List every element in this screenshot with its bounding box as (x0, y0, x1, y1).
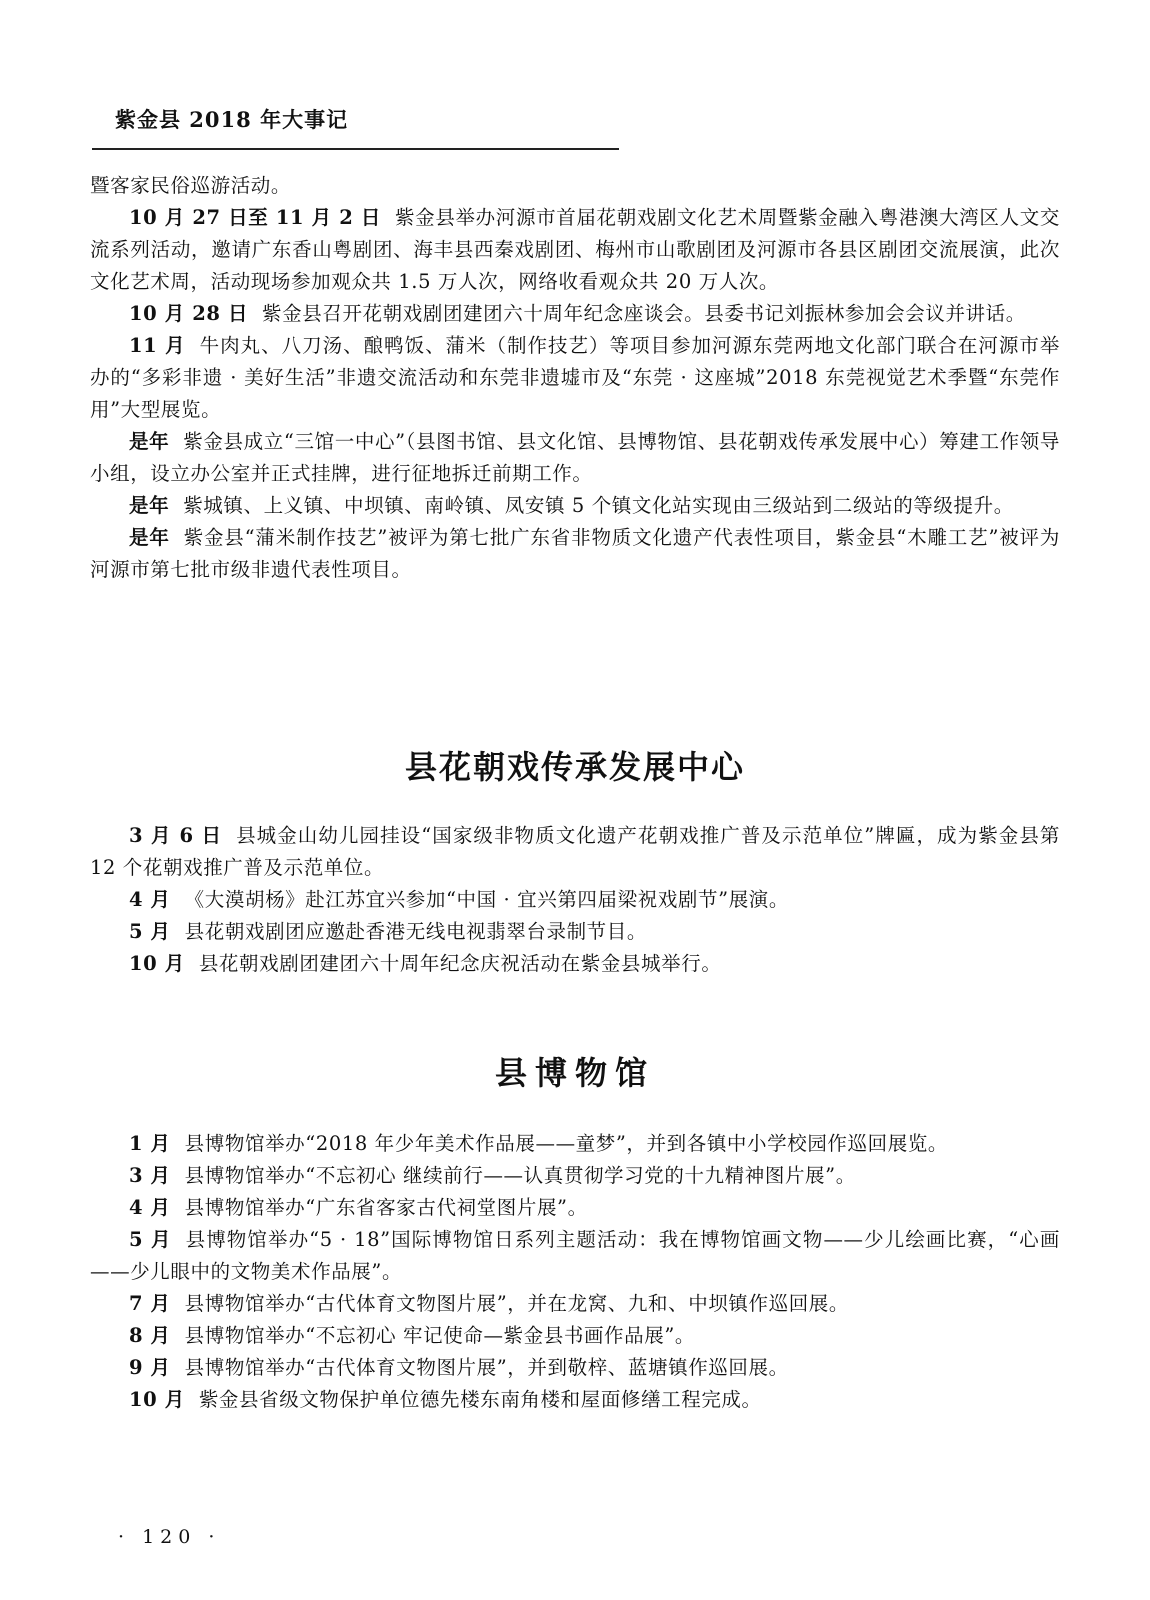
entry (90, 916, 1060, 948)
entry-date: 4 月 (129, 888, 171, 911)
entry-text: 县博物馆举办“不忘初心 牢记使命—紫金县书画作品展”。 (184, 1324, 696, 1347)
entry-date: 是年 (129, 430, 170, 453)
entry-date: 5 月 (129, 1228, 172, 1251)
entry (90, 202, 1060, 298)
entry (90, 1192, 1060, 1224)
entry-date: 10 月 (129, 1388, 185, 1411)
entry-date: 11 月 (129, 334, 186, 357)
entry-text: 县城金山幼儿园挂设“国家级非物质文化遗产花朝戏推广普及示范单位”牌匾，成为紫金县第 12 个花朝戏推广普及示范单位。 (90, 824, 1061, 879)
entry-text: 县博物馆举办“古代体育文物图片展”，并到敬梓、蓝塘镇作巡回展。 (184, 1356, 789, 1379)
entry-date: 3 月 (129, 1164, 171, 1187)
entry (90, 884, 1060, 916)
entry-text: 紫金县“蒲米制作技艺”被评为第七批广东省非物质文化遗产代表性项目，紫金县“木雕工艺”被评为河源市第七批市级非遗代表性项目。 (90, 526, 1060, 581)
entry-text: 紫金县举办河源市首届花朝戏剧文化艺术周暨紫金融入粤港澳大湾区人文交流系列活动，邀请广东香山粤剧团、海丰县西秦戏剧团、梅州市山歌剧团及河源市各县区剧团交流展演，此次文化艺术周，活动现场参加观众共 1.5 万人次，网络收看观众共 20 万人次。 (90, 206, 1060, 293)
section-title-opera-center: 县花朝戏传承发展中心 (404, 748, 745, 786)
entry (90, 1160, 1060, 1192)
entry-date: 5 月 (129, 920, 171, 943)
entry-text: 牛肉丸、八刀汤、酿鸭饭、蒲米（制作技艺）等项目参加河源东莞两地文化部门联合在河源市举办的“多彩非遗 · 美好生活”非遗交流活动和东莞非遗墟市及“东莞 · 这座城”2018 东莞视觉艺术季暨“东莞作用”大型展览。 (90, 334, 1061, 421)
entry-text: 紫金县召开花朝戏剧团建团六十周年纪念座谈会。县委书记刘振林参加会会议并讲话。 (262, 302, 1026, 325)
entry (90, 522, 1060, 586)
entry-date: 8 月 (129, 1324, 171, 1347)
entry-date: 是年 (129, 494, 170, 517)
entry (90, 820, 1060, 884)
entry (90, 1384, 1060, 1416)
entry-date: 1 月 (129, 1132, 171, 1155)
entry-date: 3 月 6 日 (129, 824, 223, 847)
entry (90, 330, 1060, 426)
entry (90, 1352, 1060, 1384)
entry (90, 948, 1060, 980)
entry-date: 10 月 27 日至 11 月 2 日 (129, 206, 382, 229)
entry-date: 7 月 (129, 1292, 171, 1315)
entry-date: 4 月 (129, 1196, 171, 1219)
entry (90, 1224, 1060, 1288)
entry-date: 9 月 (129, 1356, 171, 1379)
entry-text: 《大漠胡杨》赴江苏宜兴参加“中国 · 宜兴第四届梁祝戏剧节”展演。 (184, 888, 790, 911)
entry (90, 426, 1060, 490)
entry-text: 县博物馆举办“广东省客家古代祠堂图片展”。 (184, 1196, 588, 1219)
entry (90, 1128, 1060, 1160)
entry-date: 是年 (129, 526, 170, 549)
entry-date: 10 月 28 日 (129, 302, 249, 325)
entry-date: 10 月 (129, 952, 185, 975)
entry-text: 县花朝戏剧团应邀赴香港无线电视翡翠台录制节目。 (184, 920, 647, 943)
entries-block-1 (90, 170, 1060, 586)
entry (90, 298, 1060, 330)
entry-text: 县博物馆举办“5 · 18”国际博物馆日系列主题活动：我在博物馆画文物——少儿绘画比赛，“心画——少儿眼中的文物美术作品展”。 (90, 1228, 1060, 1283)
page-number: · 120 · (118, 1526, 221, 1548)
entry-text: 紫金县成立“三馆一中心”（县图书馆、县文化馆、县博物馆、县花朝戏传承发展中心）筹建工作领导小组，设立办公室并正式挂牌，进行征地拆迁前期工作。 (90, 430, 1060, 485)
entry-text: 县博物馆举办“2018 年少年美术作品展——童梦”，并到各镇中小学校园作巡回展览。 (184, 1132, 949, 1155)
entries-block-2 (90, 820, 1060, 980)
entry-text: 县博物馆举办“古代体育文物图片展”，并在龙窝、九和、中坝镇作巡回展。 (184, 1292, 850, 1315)
continuation-text: 暨客家民俗巡游活动。 (90, 174, 292, 197)
running-header: 紫金县 2018 年大事记 (115, 107, 349, 132)
section-title-museum: 县博物馆 (494, 1054, 655, 1092)
entry-text: 紫城镇、上义镇、中坝镇、南岭镇、凤安镇 5 个镇文化站实现由三级站到二级站的等级提升。 (183, 494, 1014, 517)
entry (90, 1288, 1060, 1320)
entry (90, 1320, 1060, 1352)
header-rule (92, 148, 619, 150)
entry-text: 紫金县省级文物保护单位德先楼东南角楼和屋面修缮工程完成。 (198, 1388, 762, 1411)
entry-text: 县花朝戏剧团建团六十周年纪念庆祝活动在紫金县城举行。 (198, 952, 722, 975)
entry-text: 县博物馆举办“不忘初心 继续前行——认真贯彻学习党的十九精神图片展”。 (184, 1164, 856, 1187)
entry (90, 490, 1060, 522)
entries-block-3 (90, 1128, 1060, 1416)
